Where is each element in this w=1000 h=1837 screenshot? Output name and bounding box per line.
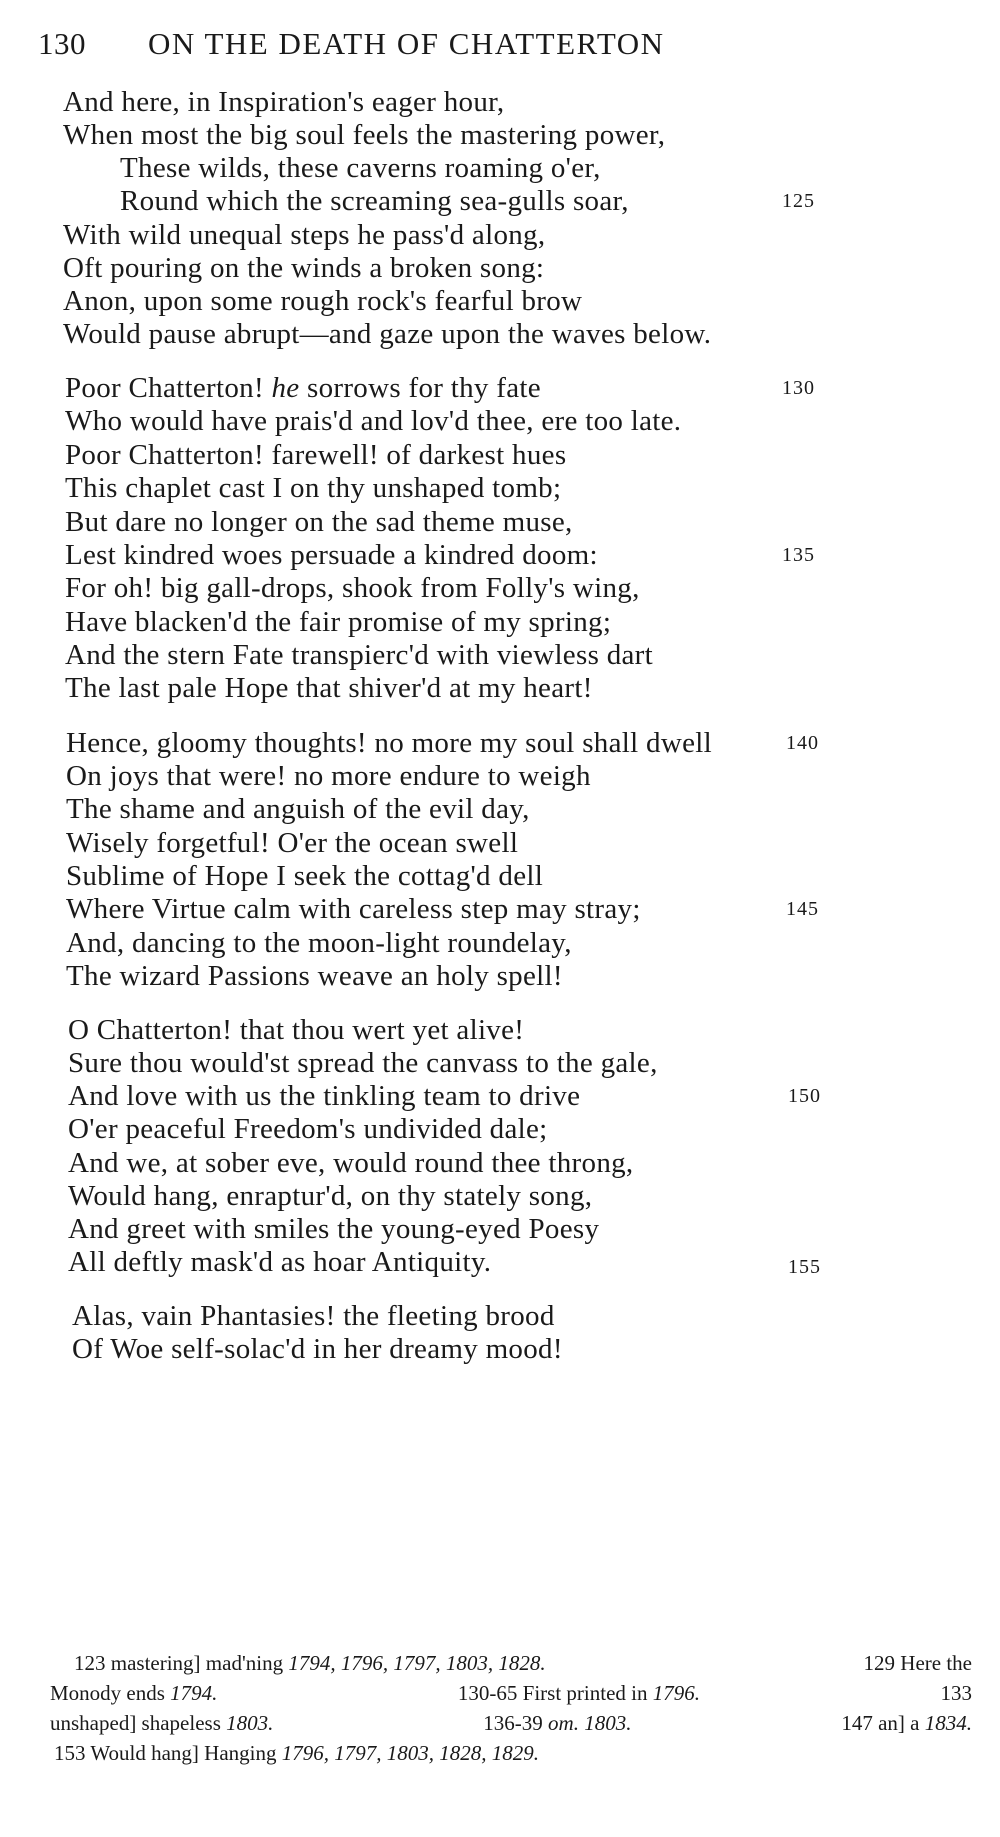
poem-line: And love with us the tinkling team to drive (68, 1080, 581, 1112)
note-editions: 1796. (652, 1681, 700, 1705)
line-number: 135 (782, 544, 815, 566)
note-entry (54, 1738, 539, 1768)
poem-line: And, dancing to the moon-light roundelay, (66, 927, 572, 959)
note-entry (841, 1708, 972, 1738)
note-line (50, 1738, 972, 1768)
poem-line: And the stern Fate transpierc'd with viewless dart (65, 639, 653, 671)
page-number: 130 (38, 26, 86, 61)
note-editions: 1834. (924, 1711, 972, 1735)
textual-notes (50, 1648, 972, 1768)
note-text: unshaped] shapeless (50, 1711, 221, 1735)
poem-line: All deftly mask'd as hoar Antiquity. (68, 1246, 492, 1278)
poem-line: On joys that were! no more endure to weigh (66, 760, 591, 792)
poem-line: Sure thou would'st spread the canvass to the gale, (68, 1047, 658, 1079)
poem-line: Round which the screaming sea-gulls soar, (120, 185, 629, 217)
poem-line: The shame and anguish of the evil day, (66, 793, 530, 825)
note-text: 136-39 (483, 1711, 543, 1735)
poem-line: Would hang, enraptur'd, on thy stately song, (68, 1180, 593, 1212)
running-title: ON THE DEATH OF CHATTERTON (148, 26, 665, 61)
note-entry (458, 1678, 700, 1708)
poem-line: Wisely forgetful! O'er the ocean swell (66, 827, 519, 859)
note-editions: 1803. (226, 1711, 274, 1735)
note-line (50, 1648, 972, 1678)
poem-line: With wild unequal steps he pass'd along, (63, 219, 546, 251)
poem-line (65, 370, 541, 406)
line-number: 140 (786, 732, 819, 754)
poem-line: But dare no longer on the sad theme muse, (65, 506, 573, 538)
poem-line: O'er peaceful Freedom's undivided dale; (68, 1113, 548, 1145)
note-text: 129 Here the (863, 1651, 972, 1675)
poem-line: And greet with smiles the young-eyed Poesy (68, 1213, 600, 1245)
note-editions: 1796, 1797, 1803, 1828, 1829. (281, 1741, 539, 1765)
poem-line: Hence, gloomy thoughts! no more my soul shall dwell (66, 727, 712, 759)
note-editions: 1794. (170, 1681, 218, 1705)
poem-line-part: sorrows for thy fate (299, 372, 541, 404)
note-text: 130-65 First printed in (457, 1681, 648, 1705)
poem-line: The last pale Hope that shiver'd at my heart! (65, 672, 593, 704)
poem-line: This chaplet cast I on thy unshaped tomb; (65, 472, 562, 504)
poem-line-part: Poor Chatterton! (65, 372, 272, 404)
line-number: 145 (786, 898, 819, 920)
poem-line: O Chatterton! that thou wert yet alive! (68, 1014, 525, 1046)
note-editions: om. 1803. (548, 1711, 632, 1735)
note-entry (74, 1648, 546, 1678)
poem-line: Alas, vain Phantasies! the fleeting brood (72, 1300, 555, 1332)
note-text: 153 Would hang] Hanging (54, 1741, 277, 1765)
note-entry (864, 1648, 972, 1678)
poem-line: Oft pouring on the winds a broken song: (63, 252, 545, 284)
poem-line: For oh! big gall-drops, shook from Folly's wing, (65, 572, 640, 604)
note-text: Monody ends (50, 1681, 165, 1705)
note-entry (50, 1678, 217, 1708)
note-entry (50, 1708, 273, 1738)
poem-line: Have blacken'd the fair promise of my spring; (65, 606, 612, 638)
note-line (50, 1708, 972, 1738)
note-text: 133 (940, 1681, 972, 1705)
poem-line: Sublime of Hope I seek the cottag'd dell (66, 860, 544, 892)
line-number: 125 (782, 190, 815, 212)
note-entry (941, 1678, 973, 1708)
poem-line: Poor Chatterton! farewell! of darkest hues (65, 439, 567, 471)
note-text: 147 an] a (841, 1711, 920, 1735)
poem-line: Who would have prais'd and lov'd thee, ere too late. (65, 405, 682, 437)
poem-line-emphasis: he (271, 372, 300, 404)
poem-line: And we, at sober eve, would round thee throng, (68, 1147, 634, 1179)
poem-line: These wilds, these caverns roaming o'er, (120, 152, 601, 184)
poem-line: Lest kindred woes persuade a kindred doom: (65, 539, 598, 571)
poem-line: Where Virtue calm with careless step may stray; (66, 893, 641, 925)
poem-line: Would pause abrupt—and gaze upon the waves below. (63, 318, 712, 350)
poem-line: Anon, upon some rough rock's fearful brow (63, 285, 583, 317)
note-text: 123 mastering] mad'ning (74, 1651, 284, 1675)
line-number: 155 (788, 1256, 821, 1278)
line-number: 130 (782, 377, 815, 399)
poem-line: The wizard Passions weave an holy spell! (66, 960, 563, 992)
note-line (50, 1678, 972, 1708)
note-entry (483, 1708, 631, 1738)
poem-line: When most the big soul feels the mastering power, (63, 119, 666, 151)
poem-line: Of Woe self-solac'd in her dreamy mood! (72, 1333, 563, 1365)
line-number: 150 (788, 1085, 821, 1107)
poem-line: And here, in Inspiration's eager hour, (63, 86, 505, 118)
note-editions: 1794, 1796, 1797, 1803, 1828. (288, 1651, 546, 1675)
